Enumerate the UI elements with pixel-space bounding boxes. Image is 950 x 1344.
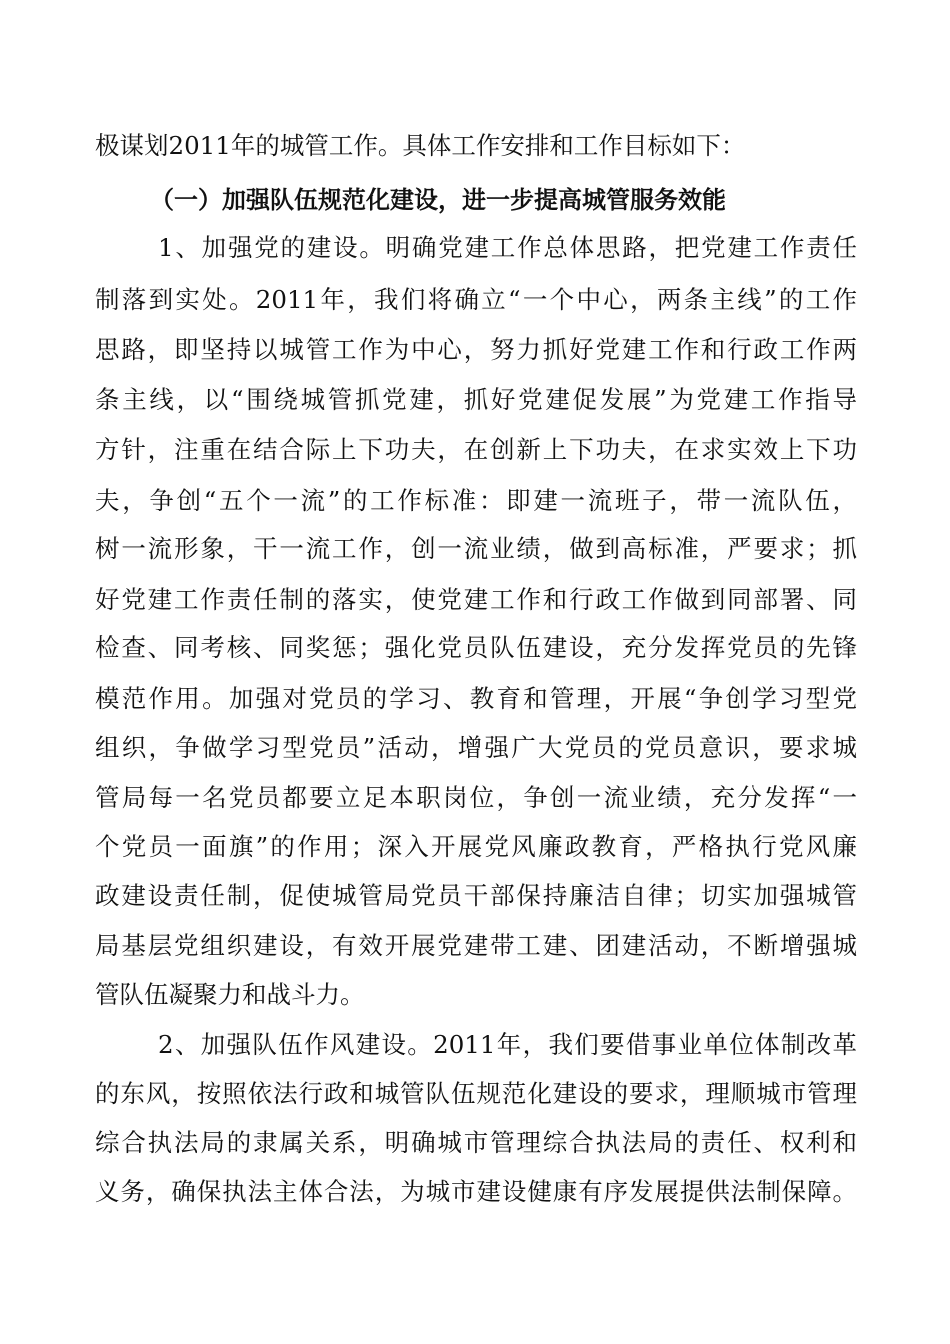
paragraph-line: 检查、同考核、同奖惩；强化党员队伍建设，充分发挥党员的先锋 (95, 633, 857, 662)
paragraph-line: 管队伍凝聚力和战斗力。 (95, 980, 365, 1009)
paragraph-line: 综合执法局的隶属关系，明确城市管理综合执法局的责任、权利和 (95, 1128, 857, 1157)
paragraph-line: 好党建工作责任制的落实，使党建工作和行政工作做到同部署、同 (95, 585, 857, 614)
paragraph-line: 义务，确保执法主体合法，为城市建设健康有序发展提供法制保障。 (95, 1177, 857, 1206)
paragraph-line: 的东风，按照依法行政和城管队伍规范化建设的要求，理顺城市管理 (95, 1079, 857, 1108)
paragraph-line: 夫，争创“五个一流”的工作标准：即建一流班子，带一流队伍， (95, 486, 857, 515)
paragraph-line: 条主线，以“围绕城管抓党建，抓好党建促发展”为党建工作指导 (95, 385, 857, 414)
section-heading: （一）加强队伍规范化建设，进一步提高城管服务效能 (150, 185, 726, 214)
paragraph-line: 管局每一名党员都要立足本职岗位，争创一流业绩，充分发挥“一 (95, 783, 857, 812)
paragraph-line: 制落到实处。2011年，我们将确立“一个中心，两条主线”的工作 (95, 285, 857, 314)
paragraph-line: 政建设责任制，促使城管局党员干部保持廉洁自律；切实加强城管 (95, 881, 857, 910)
paragraph-line: 局基层党组织建设，有效开展党建带工建、团建活动，不断增强城 (95, 931, 857, 960)
paragraph-line: 个党员一面旗”的作用；深入开展党风廉政教育，严格执行党风廉 (95, 832, 857, 861)
paragraph-line: 2、加强队伍作风建设。2011年，我们要借事业单位体制改革 (158, 1030, 857, 1059)
paragraph-line: 模范作用。加强对党员的学习、教育和管理，开展“争创学习型党 (95, 684, 857, 713)
paragraph-line: 极谋划2011年的城管工作。具体工作安排和工作目标如下： (95, 131, 746, 160)
paragraph-line: 方针，注重在结合际上下功夫，在创新上下功夫，在求实效上下功 (95, 435, 857, 464)
paragraph-line: 1、加强党的建设。明确党建工作总体思路，把党建工作责任 (158, 233, 857, 262)
paragraph-line: 思路，即坚持以城管工作为中心，努力抓好党建工作和行政工作两 (95, 335, 857, 364)
paragraph-line: 树一流形象，干一流工作，创一流业绩，做到高标准，严要求；抓 (95, 534, 857, 563)
paragraph-line: 组织，争做学习型党员”活动，增强广大党员的党员意识，要求城 (95, 733, 857, 762)
